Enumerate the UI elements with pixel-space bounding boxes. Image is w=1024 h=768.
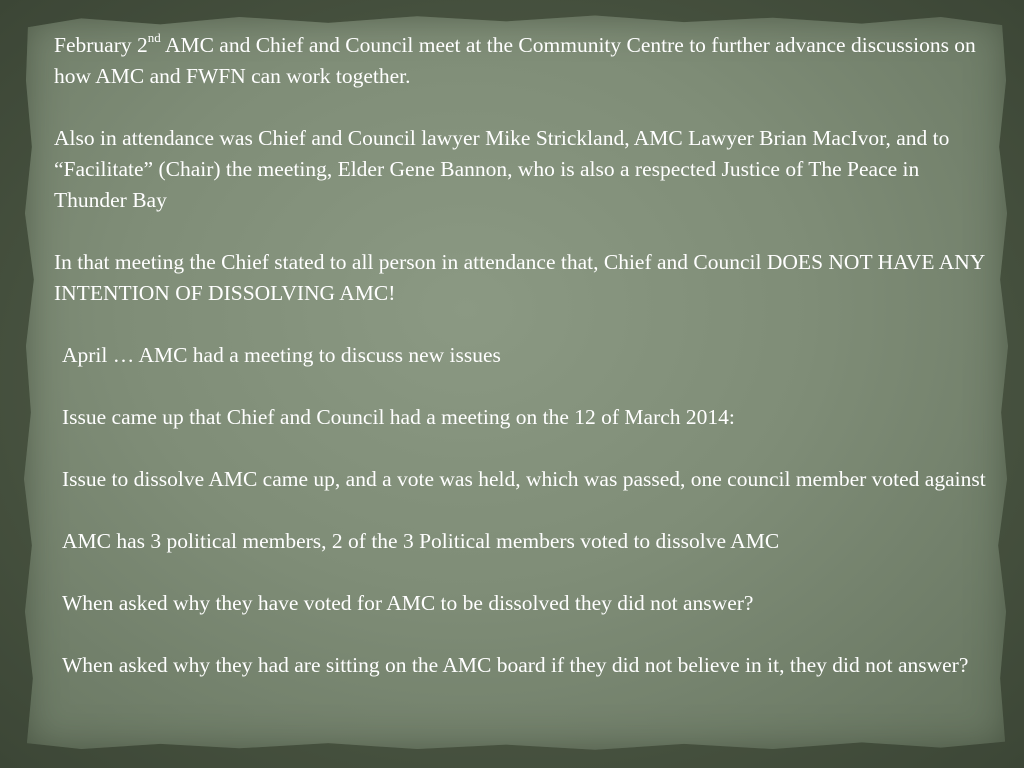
spacer xyxy=(54,495,994,526)
ordinal-superscript: nd xyxy=(147,29,161,45)
spacer xyxy=(54,619,994,650)
spacer xyxy=(54,371,994,402)
paragraph-april-meeting: April … AMC had a meeting to discuss new issues xyxy=(62,343,501,367)
paragraph-february-meeting xyxy=(54,30,994,92)
paragraph-march-meeting: Issue came up that Chief and Council had a meeting on the 12 of March 2014: xyxy=(62,405,735,429)
spacer xyxy=(54,433,994,464)
paragraph-dissolve-vote: Issue to dissolve AMC came up, and a vote was held, which was passed, one council member voted against xyxy=(62,467,986,491)
spacer xyxy=(54,216,994,247)
paragraph-february-text-start: February 2 xyxy=(54,33,148,57)
paragraph-attendance: Also in attendance was Chief and Council lawyer Mike Strickland, AMC Lawyer Brian MacIvor, and to “Facilitate” (Chair) the meeting, Elder Gene Bannon, who is also a respected Justice of The Peace in Thunder Bay xyxy=(54,126,950,212)
spacer xyxy=(54,557,994,588)
paragraph-february-text-end: AMC and Chief and Council meet at the Community Centre to further advance discussions on how AMC and FWFN can work together. xyxy=(54,33,976,88)
paragraph-political-members: AMC has 3 political members, 2 of the 3 Political members voted to dissolve AMC xyxy=(62,529,780,553)
paragraph-no-answer-board: When asked why they had are sitting on the AMC board if they did not believe in it, they did not answer? xyxy=(62,653,969,677)
paragraph-no-answer-vote: When asked why they have voted for AMC to be dissolved they did not answer? xyxy=(62,591,754,615)
paragraph-chief-statement: In that meeting the Chief stated to all person in attendance that, Chief and Council DOES NOT HAVE ANY INTENTION OF DISSOLVING AMC! xyxy=(54,250,985,305)
spacer xyxy=(54,92,994,123)
slide-content xyxy=(54,30,994,681)
spacer xyxy=(54,309,994,340)
